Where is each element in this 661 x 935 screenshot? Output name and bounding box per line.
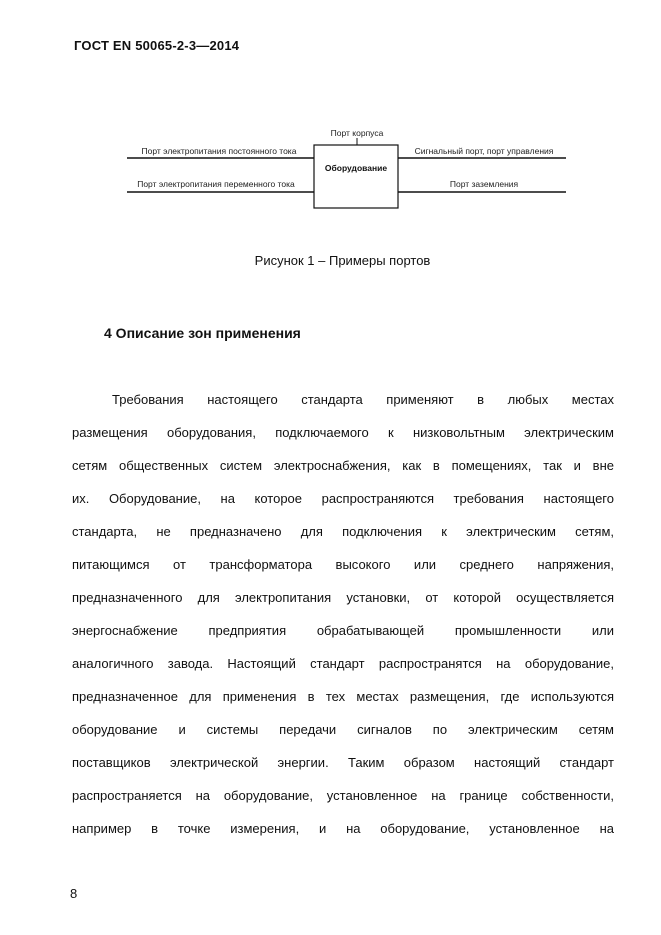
paragraph-line: энергоснабжение предприятия обрабатывающей промышленности или: [72, 623, 614, 638]
dc-power-port-label: Порт электропитания постоянного тока: [141, 146, 297, 156]
equipment-box: [314, 145, 398, 208]
paragraph-line: сетям общественных систем электроснабжения, как в помещениях, так и вне: [72, 458, 614, 473]
figure-caption: Рисунок 1 – Примеры портов: [254, 253, 431, 268]
body-paragraph: [72, 383, 614, 845]
paragraph-line: питающимся от трансформатора высокого или среднего напряжения,: [72, 557, 614, 572]
paragraph-line: предназначенное для применения в тех местах размещения, где используются: [72, 689, 614, 704]
paragraph-line: Требования настоящего стандарта применяют в любых местах: [112, 392, 614, 407]
paragraph-line: их. Оборудование, на которое распространяются требования настоящего: [72, 491, 614, 506]
enclosure-port-label: Порт корпуса: [330, 128, 384, 138]
page-number: 8: [70, 886, 78, 901]
paragraph-line: например в точке измерения, и на оборудование, установленное на: [72, 821, 614, 836]
paragraph-line: размещения оборудования, подключаемого к низковольтным электрическим: [72, 425, 614, 440]
paragraph-line: предназначенного для электропитания установки, от которой осуществляется: [72, 590, 614, 605]
paragraph-line: поставщиков электрической энергии. Таким образом настоящий стандарт: [72, 755, 614, 770]
paragraph-line: распространяется на оборудование, установленное на границе собственности,: [72, 788, 614, 803]
document-header: ГОСТ EN 50065-2-3—2014: [74, 38, 240, 53]
signal-port-label: Сигнальный порт, порт управления: [414, 146, 554, 156]
ports-diagram: [0, 0, 661, 240]
earth-port-label: Порт заземления: [449, 179, 519, 189]
paragraph-line: стандарта, не предназначено для подключения к электрическим сетям,: [72, 524, 614, 539]
section-title: 4 Описание зон применения: [104, 325, 301, 341]
ac-power-port-label: Порт электропитания переменного тока: [137, 179, 295, 189]
paragraph-line: оборудование и системы передачи сигналов по электрическим сетям: [72, 722, 614, 737]
equipment-label: Оборудование: [324, 163, 388, 173]
paragraph-line: аналогичного завода. Настоящий стандарт распространятся на оборудование,: [72, 656, 614, 671]
